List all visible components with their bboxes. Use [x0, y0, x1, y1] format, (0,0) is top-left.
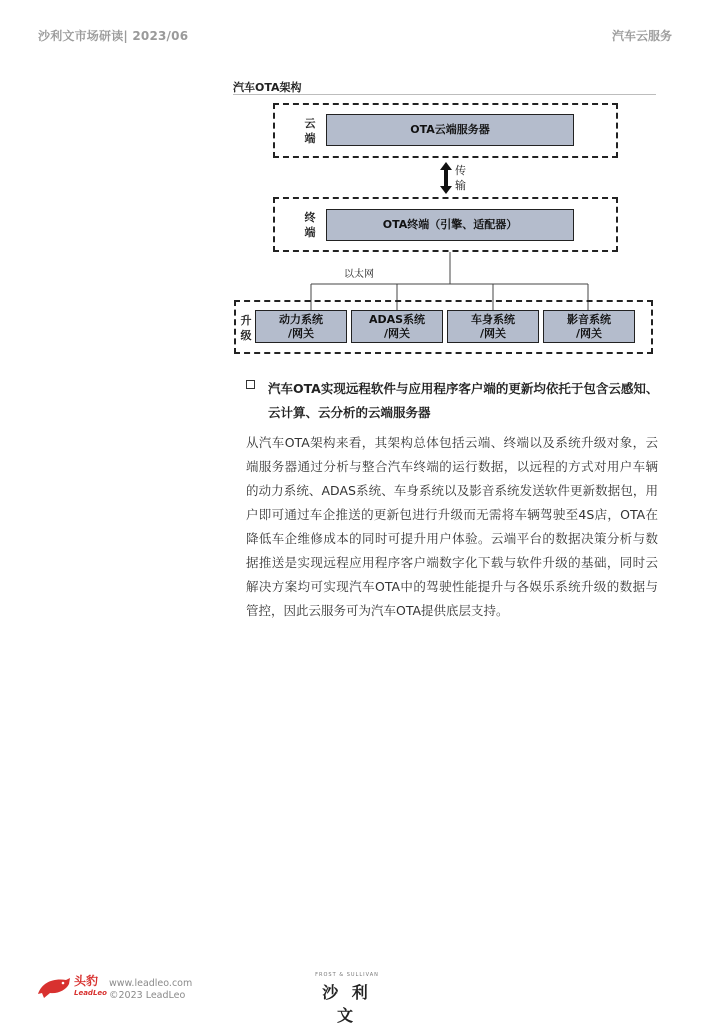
footer-copyright: ©2023 LeadLeo	[109, 990, 186, 1001]
figure-title-rule	[233, 94, 656, 95]
cloud-layer-label: 云 端	[304, 117, 316, 145]
adas-system-box: ADAS系统 /网关	[351, 310, 443, 343]
bullet-heading	[246, 377, 666, 425]
brand-en: LeadLeo	[74, 989, 107, 997]
figure-title: 汽车OTA架构	[233, 81, 302, 94]
frost-sullivan-logo	[312, 972, 382, 1025]
double-arrow-icon	[440, 162, 452, 194]
sullivan-cn-text: 沙 利 文	[322, 983, 372, 1025]
terminal-layer-label: 终 端	[304, 211, 316, 239]
ethernet-label: 以太网	[344, 269, 374, 280]
ota-terminal-box: OTA终端（引擎、适配器）	[326, 209, 574, 241]
leadleo-logo	[36, 974, 107, 1000]
transfer-label: 传 输	[455, 164, 466, 192]
upgrade-layer-label: 升 级	[240, 314, 252, 342]
infotainment-system-box: 影音系统 /网关	[543, 310, 635, 343]
brand-cn: 头豹	[74, 974, 99, 988]
footer-site-info	[109, 978, 192, 1002]
square-bullet-icon	[246, 380, 255, 389]
leopard-logo-icon	[36, 974, 72, 1000]
cloud-server-box: OTA云端服务器	[326, 114, 574, 146]
bullet-text: 汽车OTA实现远程软件与应用程序客户端的更新均依托于包含云感知、云计算、云分析的云端服务器	[268, 381, 659, 420]
footer-site: www.leadleo.com	[109, 978, 193, 989]
header-left: 沙利文市场研读| 2023/06	[38, 29, 189, 43]
header-right: 汽车云服务	[611, 29, 672, 43]
body-paragraph: 从汽车OTA架构来看，其架构总体包括云端、终端以及系统升级对象，云端服务器通过分析与整合汽车终端的运行数据，以远程的方式对用户车辆的动力系统、ADAS系统、车身系统以及影音系统发送软件更新数据包，用户即可通过车企推送的更新包进行升级而无需将车辆驾驶至4S店，OTA在降低车企维修成本的同时可提升用户体验。云端平台的数据决策分析与数据推送是实现远程应用程序客户端数字化下载与软件升级的基础，同时云解决方案均可实现汽车OTA中的驾驶性能提升与各娱乐系统升级的数据与管控，因此云服务可为汽车OTA提供底层支持。	[246, 435, 658, 618]
powertrain-system-box: 动力系统 /网关	[255, 310, 347, 343]
body-system-box: 车身系统 /网关	[447, 310, 539, 343]
frost-sullivan-text: FROST & SULLIVAN	[315, 972, 379, 978]
